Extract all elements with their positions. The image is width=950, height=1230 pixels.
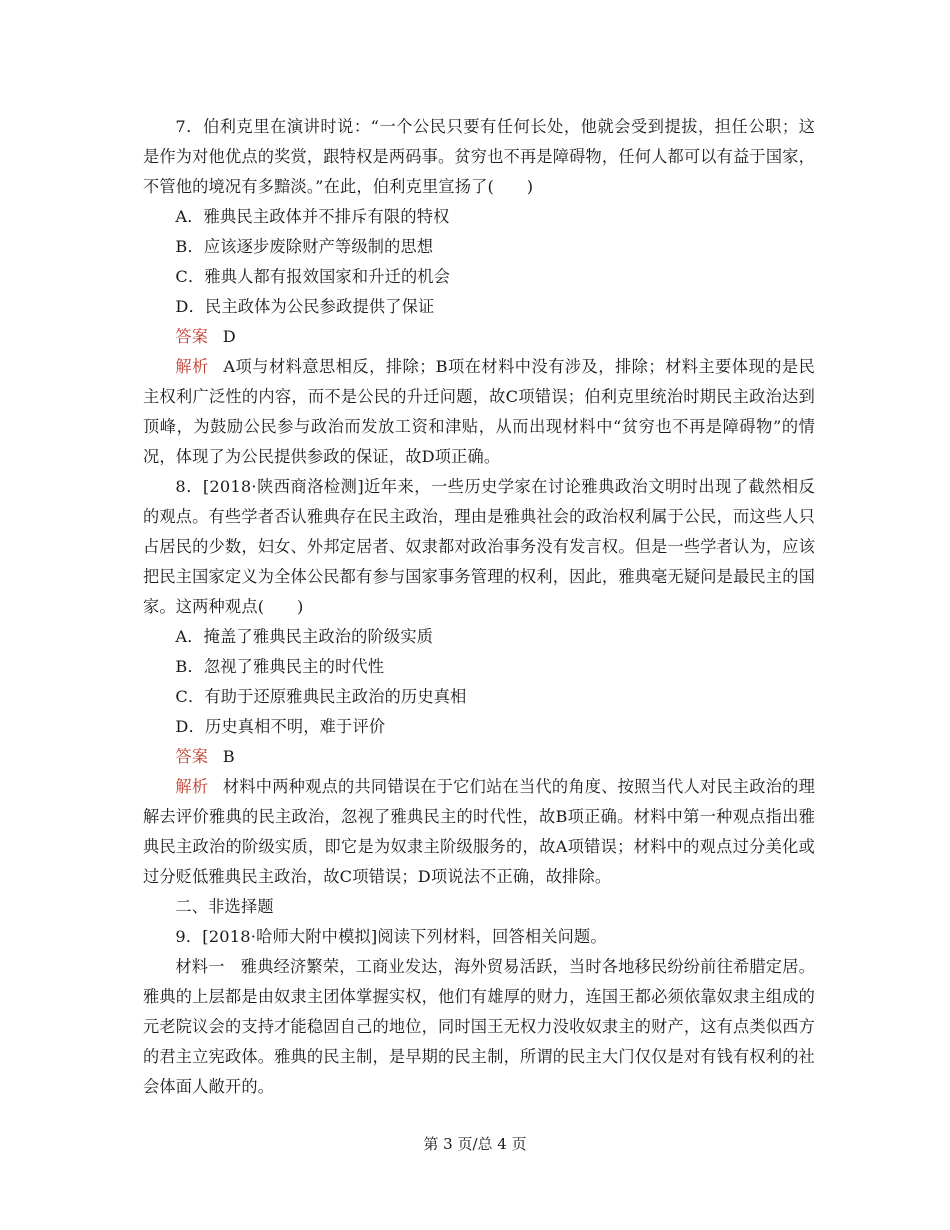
page-content (143, 112, 815, 1102)
page-footer: 第 3 页/总 4 页 (423, 1135, 527, 1153)
analysis-label: 解析 (175, 357, 209, 376)
question-7-analysis (143, 352, 815, 472)
question-7-option-a: A．雅典民主政体并不排斥有限的特权 (175, 207, 450, 226)
answer-label: 答案 (175, 327, 209, 346)
question-8-analysis (143, 772, 815, 892)
question-8-stem: 8．[2018·陕西商洛检测]近年来，一些历史学家在讨论雅典政治文明时出现了截然相反的观点。有些学者否认雅典存在民主政治，理由是雅典社会的政治权利属于公民，而这些人只占居民的少数，妇女、外邦定居者、奴隶都对政治事务没有发言权。但是一些学者认为，应该把民主国家定义为全体公民都有参与国家事务管理的权利，因此，雅典毫无疑问是最民主的国家。这两种观点( ) (143, 477, 815, 616)
question-7-option-d: D．民主政体为公民参政提供了保证 (175, 297, 435, 316)
question-9-stem: 9．[2018·哈师大附中模拟]阅读下列材料，回答相关问题。 (175, 927, 607, 946)
question-8-option-a: A．掩盖了雅典民主政治的阶级实质 (175, 627, 434, 646)
question-7-stem: 7．伯利克里在演讲时说：“一个公民只要有任何长处，他就会受到提拔，担任公职；这是作为对他优点的奖赏，跟特权是两码事。贫穷也不再是障碍物，任何人都可以有益于国家，不管他的境况有多黯淡。”在此，伯利克里宣扬了( ) (143, 117, 815, 196)
question-8-option-d: D．历史真相不明，难于评价 (175, 717, 386, 736)
question-7-option-c: C．雅典人都有报效国家和升迁的机会 (175, 267, 451, 286)
question-8-option-b: B．忽视了雅典民主的时代性 (175, 657, 385, 676)
section-heading: 二、非选择题 (175, 897, 274, 916)
question-9-material-1 (143, 952, 815, 1102)
question-8-option-c: C．有助于还原雅典民主政治的历史真相 (175, 687, 467, 706)
question-8-answer (143, 742, 815, 772)
answer-value: D (222, 327, 236, 346)
analysis-text: A项与材料意思相反，排除；B项在材料中没有涉及，排除；材料主要体现的是民主权利广泛性的内容，而不是公民的升迁问题，故C项错误；伯利克里统治时期民主政治达到顶峰，为鼓励公民参与政治而发放工资和津贴，从而出现材料中“贫穷也不再是障碍物”的情况，体现了为公民提供参政的保证，故D项正确。 (143, 357, 815, 466)
answer-value: B (222, 747, 235, 766)
analysis-label: 解析 (175, 777, 209, 796)
answer-label: 答案 (175, 747, 209, 766)
material-text: 雅典经济繁荣，工商业发达，海外贸易活跃，当时各地移民纷纷前往希腊定居。雅典的上层都是由奴隶主团体掌握实权，他们有雄厚的财力，连国王都必须依靠奴隶主组成的元老院议会的支持才能稳固自己的地位，同时国王无权力没收奴隶主的财产，这有点类似西方的君主立宪政体。雅典的民主制，是早期的民主制，所谓的民主大门仅仅是对有钱有权利的社会体面人敞开的。 (143, 957, 815, 1096)
question-7-answer (143, 322, 815, 352)
question-7-option-b: B．应该逐步废除财产等级制的思想 (175, 237, 434, 256)
material-label: 材料一 (175, 957, 225, 976)
analysis-text: 材料中两种观点的共同错误在于它们站在当代的角度、按照当代人对民主政治的理解去评价雅典的民主政治，忽视了雅典民主的时代性，故B项正确。材料中第一种观点指出雅典民主政治的阶级实质，即它是为奴隶主阶级服务的，故A项错误；材料中的观点过分美化或过分贬低雅典民主政治，故C项错误；D项说法不正确，故排除。 (143, 777, 815, 886)
